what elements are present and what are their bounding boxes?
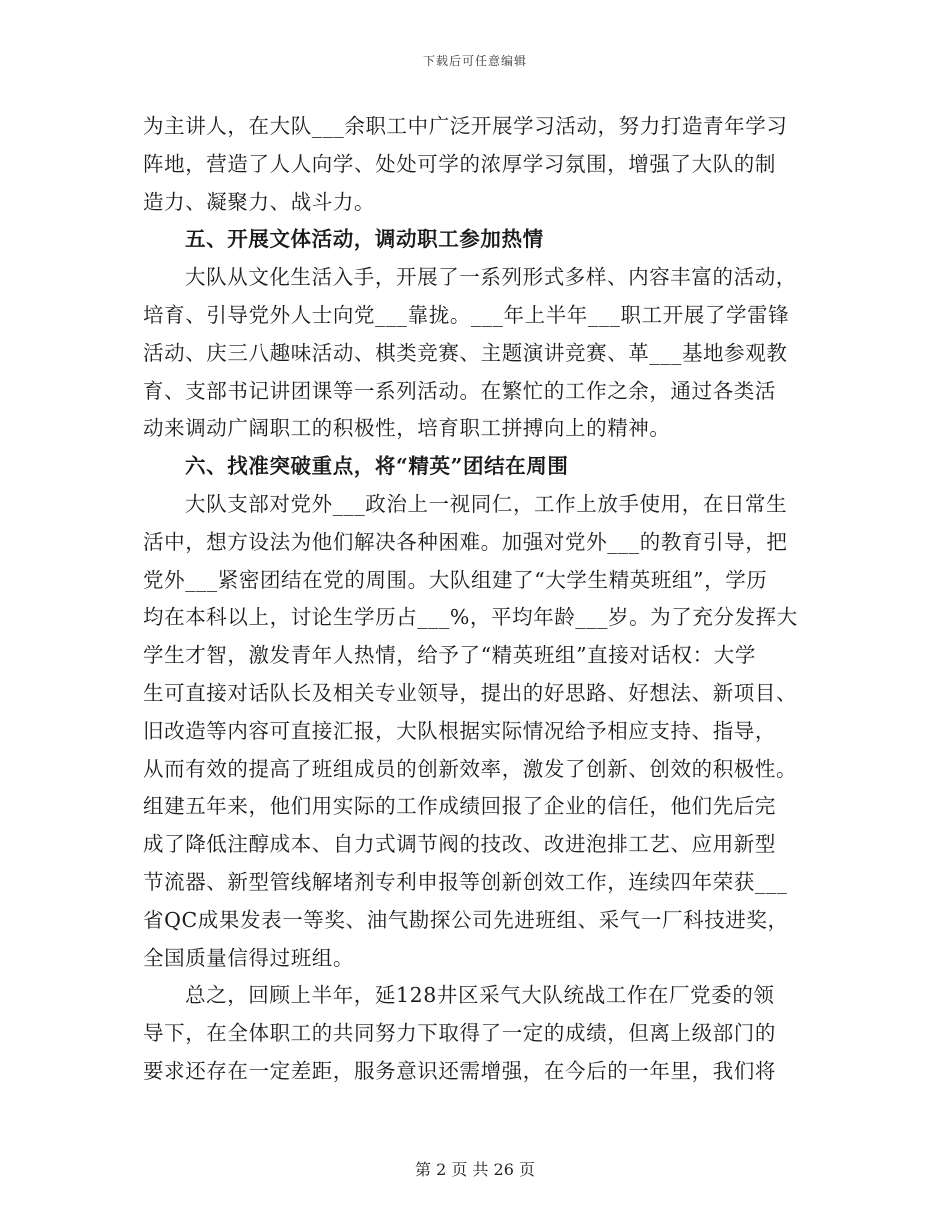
page-footer: 第 2 页 共 26 页 xyxy=(415,1160,535,1179)
text-line: 从而有效的提高了班组成员的创新效率，激发了创新、创效的积极性。 xyxy=(143,756,798,781)
section-heading: 六、找准突破重点，将“精英”团结在周围 xyxy=(185,454,569,479)
text-line: 省QC成果发表一等奖、油气勘探公司先进班组、采气一厂科技进奖， xyxy=(143,907,789,932)
text-line: 学生才智，激发青年人热情，给予了“精英班组”直接对话权：大学 xyxy=(143,643,756,668)
text-line: 动来调动广阔职工的积极性，培育职工拼搏向上的精神。 xyxy=(143,416,671,441)
text-line: 均在本科以上，讨论生学历占___%，平均年龄___岁。为了充分发挥大 xyxy=(143,605,798,630)
text-line: 活动、庆三八趣味活动、棋类竞赛、主题演讲竞赛、革___基地参观教 xyxy=(143,340,788,365)
text-line: 要求还存在一定差距，服务意识还需增强，在今后的一年里，我们将 xyxy=(143,1058,776,1083)
text-line: 培育、引导党外人士向党___靠拢。___年上半年___职工开展了学雷锋 xyxy=(143,302,790,327)
document-body xyxy=(143,108,813,1091)
text-line: 造力、凝聚力、战斗力。 xyxy=(143,189,376,214)
text-line: 导下，在全体职工的共同努力下取得了一定的成绩，但离上级部门的 xyxy=(143,1021,776,1046)
text-line: 全国质量信得过班组。 xyxy=(143,945,354,970)
text-line: 大队支部对党外___政治上一视同仁，工作上放手使用，在日常生 xyxy=(185,491,788,516)
text-line: 活中，想方设法为他们解决各种困难。加强对党外___的教育引导，把 xyxy=(143,529,788,554)
section-heading: 五、开展文体活动，调动职工参加热情 xyxy=(185,227,544,252)
text-line: 为主讲人，在大队___余职工中广泛开展学习活动，努力打造青年学习 xyxy=(143,114,788,138)
text-line: 大队从文化生活入手，开展了一系列形式多样、内容丰富的活动， xyxy=(185,265,797,290)
page-header: 下载后可任意编辑 xyxy=(422,54,527,68)
text-line: 成了降低注醇成本、自力式调节阀的技改、改进泡排工艺、应用新型 xyxy=(143,832,776,857)
text-line: 育、支部书记讲团课等一系列活动。在繁忙的工作之余，通过各类活 xyxy=(143,378,776,403)
text-line: 阵地，营造了人人向学、处处可学的浓厚学习氛围，增强了大队的制 xyxy=(143,151,776,176)
text-line: 节流器、新型管线解堵剂专利申报等创新创效工作，连续四年荣获___ xyxy=(143,869,788,894)
text-line: 总之，回顾上半年，延128井区采气大队统战工作在厂党委的领 xyxy=(185,983,775,1008)
text-line: 旧改造等内容可直接汇报，大队根据实际情况给予相应支持、指导， xyxy=(143,718,776,743)
text-line: 党外___紧密团结在党的周围。大队组建了“大学生精英班组”，学历 xyxy=(143,567,768,592)
text-line: 生可直接对话队长及相关专业领导，提出的好思路、好想法、新项目、 xyxy=(143,680,798,705)
text-line: 组建五年来，他们用实际的工作成绩回报了企业的信任，他们先后完 xyxy=(143,794,776,819)
